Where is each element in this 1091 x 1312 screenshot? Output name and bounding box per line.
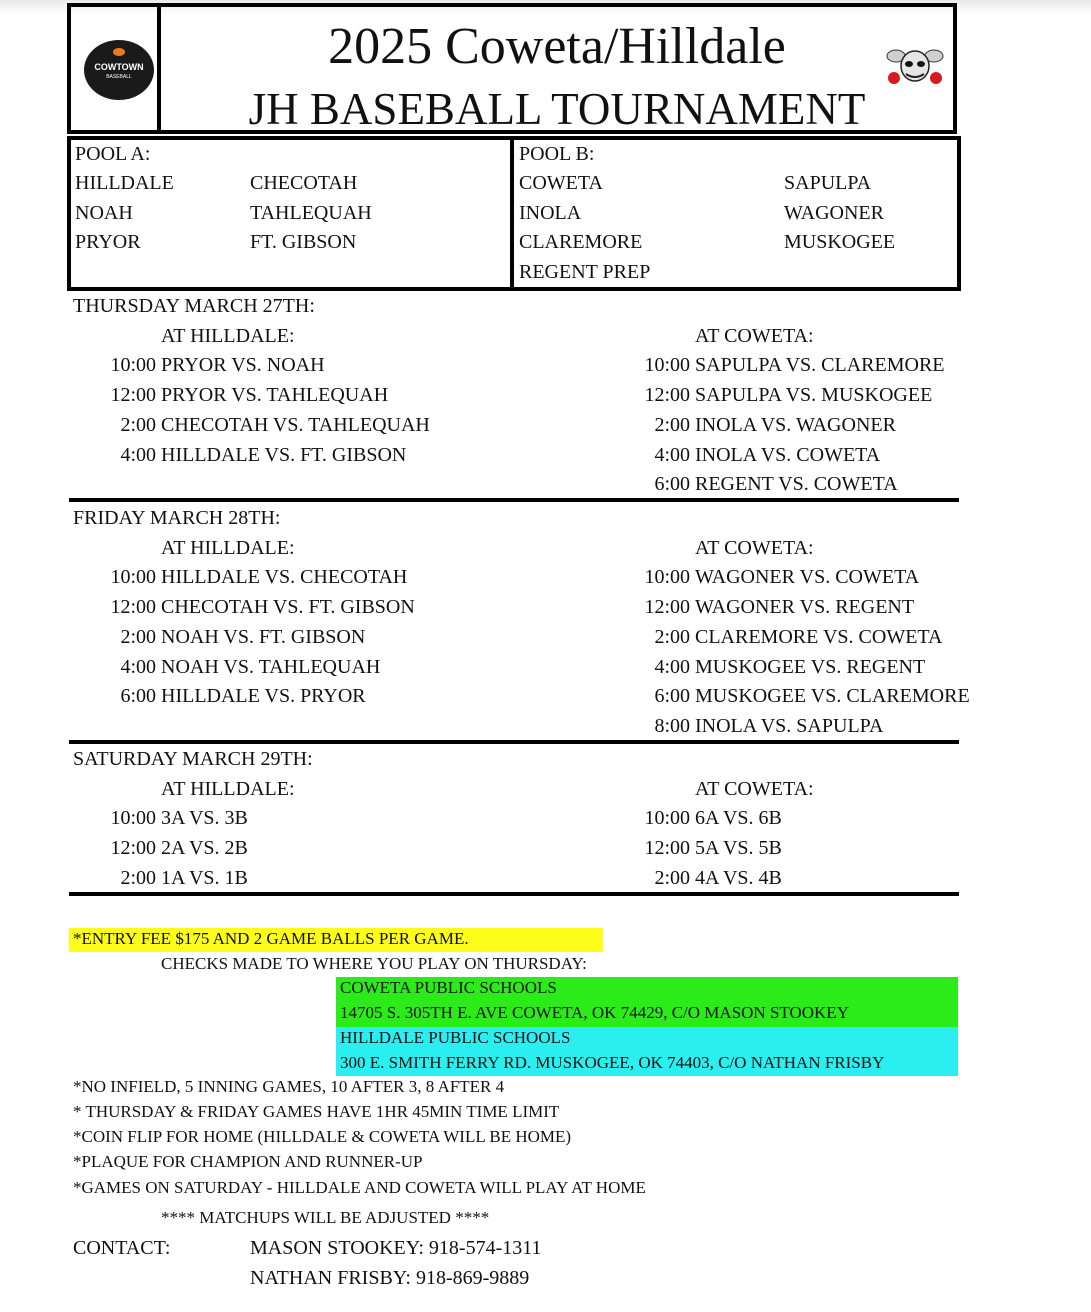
game-matchup: 6A VS. 6B (695, 807, 782, 830)
rule-note: *COIN FLIP FOR HOME (HILLDALE & COWETA WILL BE HOME) (73, 1127, 572, 1146)
contact-entry: MASON STOOKEY: 918-574-1311 (250, 1237, 542, 1259)
site-heading: AT COWETA: (695, 536, 814, 559)
game-time: 4:00 (120, 655, 156, 678)
game-time: 10:00 (110, 566, 156, 589)
game-time: 8:00 (654, 714, 690, 737)
day-title: SATURDAY MARCH 29TH: (73, 748, 313, 770)
game-time: 2:00 (120, 413, 156, 436)
game-time: 10:00 (644, 807, 690, 830)
site-heading: AT HILLDALE: (161, 777, 295, 800)
pools-divider (510, 140, 514, 287)
pool-b-label: POOL B: (519, 143, 595, 165)
game-time: 12:00 (644, 837, 690, 860)
game-matchup: SAPULPA VS. CLAREMORE (695, 354, 945, 377)
game-matchup: MUSKOGEE VS. REGENT (695, 655, 926, 678)
pool-b-team: SAPULPA (784, 172, 872, 194)
game-time: 4:00 (654, 443, 690, 466)
day-title: FRIDAY MARCH 28TH: (73, 507, 281, 529)
game-time: 10:00 (110, 807, 156, 830)
game-time: 10:00 (110, 354, 156, 377)
baseball-emblem-icon (113, 48, 125, 56)
pool-b-team: MUSKOGEE (784, 231, 896, 253)
matchups-adjusted-note: **** MATCHUPS WILL BE ADJUSTED **** (161, 1208, 490, 1227)
entry-fee-note: *ENTRY FEE $175 AND 2 GAME BALLS PER GAME. (69, 928, 603, 952)
pool-a-team: CHECOTAH (250, 172, 358, 194)
pool-b-team: CLAREMORE (519, 231, 643, 253)
game-time: 2:00 (654, 625, 690, 648)
day-title: THURSDAY MARCH 27TH: (73, 295, 315, 317)
pool-a-label: POOL A: (75, 143, 151, 165)
game-matchup: NOAH VS. FT. GIBSON (161, 625, 366, 648)
game-matchup: PRYOR VS. TAHLEQUAH (161, 384, 389, 407)
game-matchup: 2A VS. 2B (161, 837, 248, 860)
section-rule (69, 740, 959, 744)
game-matchup: HILLDALE VS. FT. GIBSON (161, 443, 407, 466)
pool-b-team: INOLA (519, 202, 582, 224)
checks-intro: CHECKS MADE TO WHERE YOU PLAY ON THURSDAY: (161, 954, 587, 973)
rule-note: *GAMES ON SATURDAY - HILLDALE AND COWETA WILL PLAY AT HOME (73, 1178, 646, 1197)
game-matchup: SAPULPA VS. MUSKOGEE (695, 384, 933, 407)
game-time: 10:00 (644, 354, 690, 377)
pool-b-team: REGENT PREP (519, 261, 651, 283)
game-matchup: CLAREMORE VS. COWETA (695, 625, 943, 648)
cowtown-logo (84, 40, 154, 100)
game-matchup: INOLA VS. COWETA (695, 443, 881, 466)
game-matchup: CHECOTAH VS. TAHLEQUAH (161, 413, 430, 436)
title-line-2: JH BASEBALL TOURNAMENT (248, 84, 866, 134)
hilldale-schools-name: HILLDALE PUBLIC SCHOOLS (336, 1027, 958, 1052)
game-matchup: 5A VS. 5B (695, 837, 782, 860)
game-time: 2:00 (654, 413, 690, 436)
game-matchup: WAGONER VS. COWETA (695, 566, 920, 589)
coweta-schools-name: COWETA PUBLIC SCHOOLS (336, 977, 958, 1002)
game-time: 10:00 (644, 566, 690, 589)
game-matchup: 1A VS. 1B (161, 866, 248, 889)
pool-a-team: TAHLEQUAH (250, 202, 372, 224)
pool-a-team: HILLDALE (75, 172, 174, 194)
game-matchup: CHECOTAH VS. FT. GIBSON (161, 596, 415, 619)
site-heading: AT COWETA: (695, 324, 814, 347)
game-matchup: WAGONER VS. REGENT (695, 596, 915, 619)
site-heading: AT HILLDALE: (161, 324, 295, 347)
game-time: 12:00 (110, 384, 156, 407)
contact-entry: NATHAN FRISBY: 918-869-9889 (250, 1267, 530, 1289)
section-rule (69, 498, 959, 502)
game-time: 12:00 (110, 837, 156, 860)
game-time: 6:00 (654, 685, 690, 708)
game-matchup: INOLA VS. SAPULPA (695, 714, 884, 737)
game-time: 12:00 (644, 596, 690, 619)
logo-subtext: BASEBALL (106, 74, 132, 80)
site-heading: AT COWETA: (695, 777, 814, 800)
game-time: 2:00 (120, 625, 156, 648)
game-matchup: REGENT VS. COWETA (695, 473, 898, 496)
game-time: 6:00 (654, 473, 690, 496)
rule-note: *PLAQUE FOR CHAMPION AND RUNNER-UP (73, 1152, 423, 1171)
game-matchup: INOLA VS. WAGONER (695, 413, 896, 436)
pool-a-team: FT. GIBSON (250, 231, 357, 253)
game-time: 4:00 (654, 655, 690, 678)
game-matchup: HILLDALE VS. PRYOR (161, 685, 366, 708)
site-heading: AT HILLDALE: (161, 536, 295, 559)
game-matchup: 4A VS. 4B (695, 866, 782, 889)
game-matchup: NOAH VS. TAHLEQUAH (161, 655, 381, 678)
game-matchup: HILLDALE VS. CHECOTAH (161, 566, 408, 589)
game-time: 2:00 (120, 866, 156, 889)
pool-a-team: NOAH (75, 202, 133, 224)
pool-b-team: WAGONER (784, 202, 884, 224)
game-matchup: MUSKOGEE VS. CLAREMORE (695, 685, 970, 708)
coweta-schools-address: 14705 S. 305TH E. AVE COWETA, OK 74429, C/O MASON STOOKEY (336, 1002, 958, 1027)
game-matchup: PRYOR VS. NOAH (161, 354, 325, 377)
section-rule (69, 892, 959, 896)
game-time: 6:00 (120, 685, 156, 708)
logo-text: COWTOWN (94, 62, 144, 72)
pool-b-team: COWETA (519, 172, 603, 194)
game-matchup: 3A VS. 3B (161, 807, 248, 830)
pool-a-team: PRYOR (75, 231, 141, 253)
hilldale-schools-address: 300 E. SMITH FERRY RD. MUSKOGEE, OK 74403, C/O NATHAN FRISBY (336, 1052, 958, 1076)
game-time: 12:00 (644, 384, 690, 407)
rule-note: * THURSDAY & FRIDAY GAMES HAVE 1HR 45MIN TIME LIMIT (73, 1102, 560, 1121)
game-time: 2:00 (654, 866, 690, 889)
game-time: 4:00 (120, 443, 156, 466)
header-box (67, 3, 957, 134)
title-line-1: 2025 Coweta/Hilldale (328, 18, 786, 75)
game-time: 12:00 (110, 596, 156, 619)
rule-note: *NO INFIELD, 5 INNING GAMES, 10 AFTER 3, 8 AFTER 4 (73, 1077, 505, 1096)
contact-label: CONTACT: (73, 1237, 171, 1259)
hornet-mascot-icon (886, 42, 944, 92)
